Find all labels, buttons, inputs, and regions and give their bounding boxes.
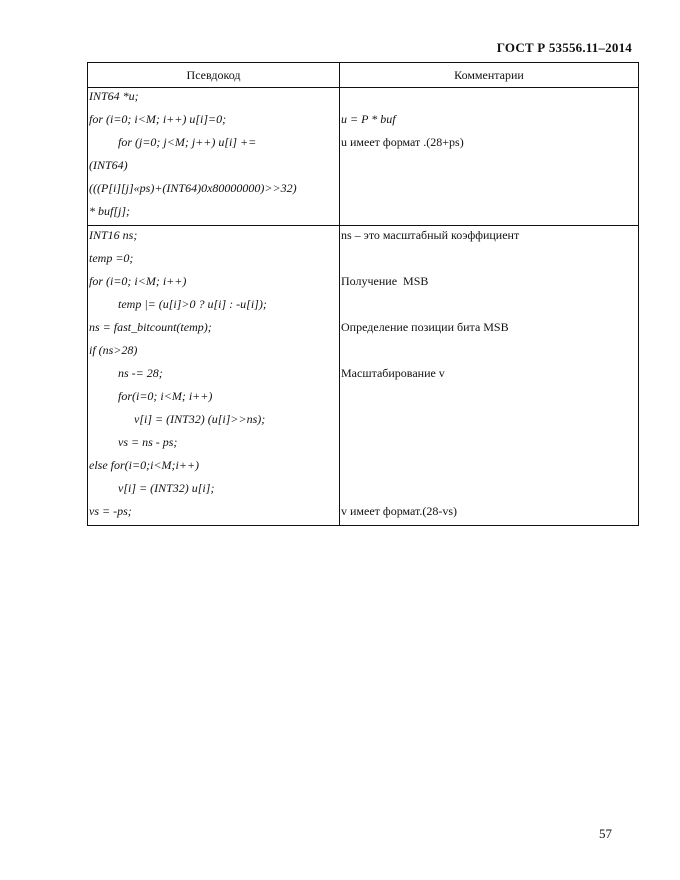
comment-line: v имеет формат.(28-vs) — [341, 504, 458, 518]
code-line: if (ns>28) — [89, 343, 138, 357]
comment-line: ns – это масштабный коэффициент — [341, 228, 520, 242]
code-line: for(i=0; i<M; i++) — [118, 389, 213, 403]
comment-line — [340, 387, 638, 410]
code-line: * buf[j]; — [89, 204, 131, 218]
comment-line: Получение MSB — [341, 274, 429, 288]
comment-line: Масштабирование v — [341, 366, 445, 380]
code-line: vs = ns - ps; — [118, 435, 178, 449]
code-line: for (j=0; j<M; j++) u[i] += — [118, 135, 257, 149]
comment-line — [340, 249, 638, 272]
pseudocode-cell-2 — [88, 226, 340, 525]
code-line: (INT64) — [89, 158, 128, 172]
code-line: else for(i=0;i<M;i++) — [89, 458, 200, 472]
code-line: temp |= (u[i]>0 ? u[i] : -u[i]); — [118, 297, 267, 311]
table-body — [87, 88, 639, 526]
column-header-comments: Комментарии — [454, 67, 524, 82]
comment-line: u имеет формат .(28+ps) — [341, 135, 464, 149]
code-line: ns = fast_bitcount(temp); — [89, 320, 212, 334]
code-line: for (i=0; i<M; i++) — [89, 274, 187, 288]
comment-line — [340, 479, 638, 502]
code-line: for (i=0; i<M; i++) u[i]=0; — [89, 112, 227, 126]
comment-line: u = P * buf — [341, 112, 396, 126]
comment-line — [340, 179, 638, 202]
code-line: v[i] = (INT32) u[i]; — [118, 481, 215, 495]
comment-line: Определение позиции бита MSB — [341, 320, 509, 334]
code-line: (((P[i][j]«ps)+(INT64)0x80000000)>>32) — [89, 181, 297, 195]
code-line: ns -= 28; — [118, 366, 163, 380]
comment-line — [340, 202, 638, 225]
document-id: ГОСТ Р 53556.11–2014 — [496, 40, 632, 55]
comment-cell-2 — [340, 226, 638, 525]
table-block-1 — [88, 88, 638, 225]
comment-line — [340, 341, 638, 364]
page-number: 57 — [599, 826, 612, 841]
pseudocode-table — [87, 62, 639, 526]
comment-line — [340, 410, 638, 433]
pseudocode-cell-1 — [88, 88, 340, 225]
column-header-pseudocode: Псевдокод — [88, 63, 340, 87]
comment-line — [340, 156, 638, 179]
comment-line — [340, 295, 638, 318]
comment-cell-1 — [340, 88, 638, 225]
code-line: v[i] = (INT32) (u[i]>>ns); — [134, 412, 266, 426]
comment-line — [340, 88, 638, 110]
table-header-row — [87, 62, 639, 88]
code-line: vs = -ps; — [89, 504, 132, 518]
table-block-2 — [88, 225, 638, 525]
comment-line — [340, 456, 638, 479]
code-line: temp =0; — [89, 251, 134, 265]
comment-line — [340, 433, 638, 456]
code-line: INT64 *u; — [89, 89, 139, 103]
code-line: INT16 ns; — [89, 228, 138, 242]
